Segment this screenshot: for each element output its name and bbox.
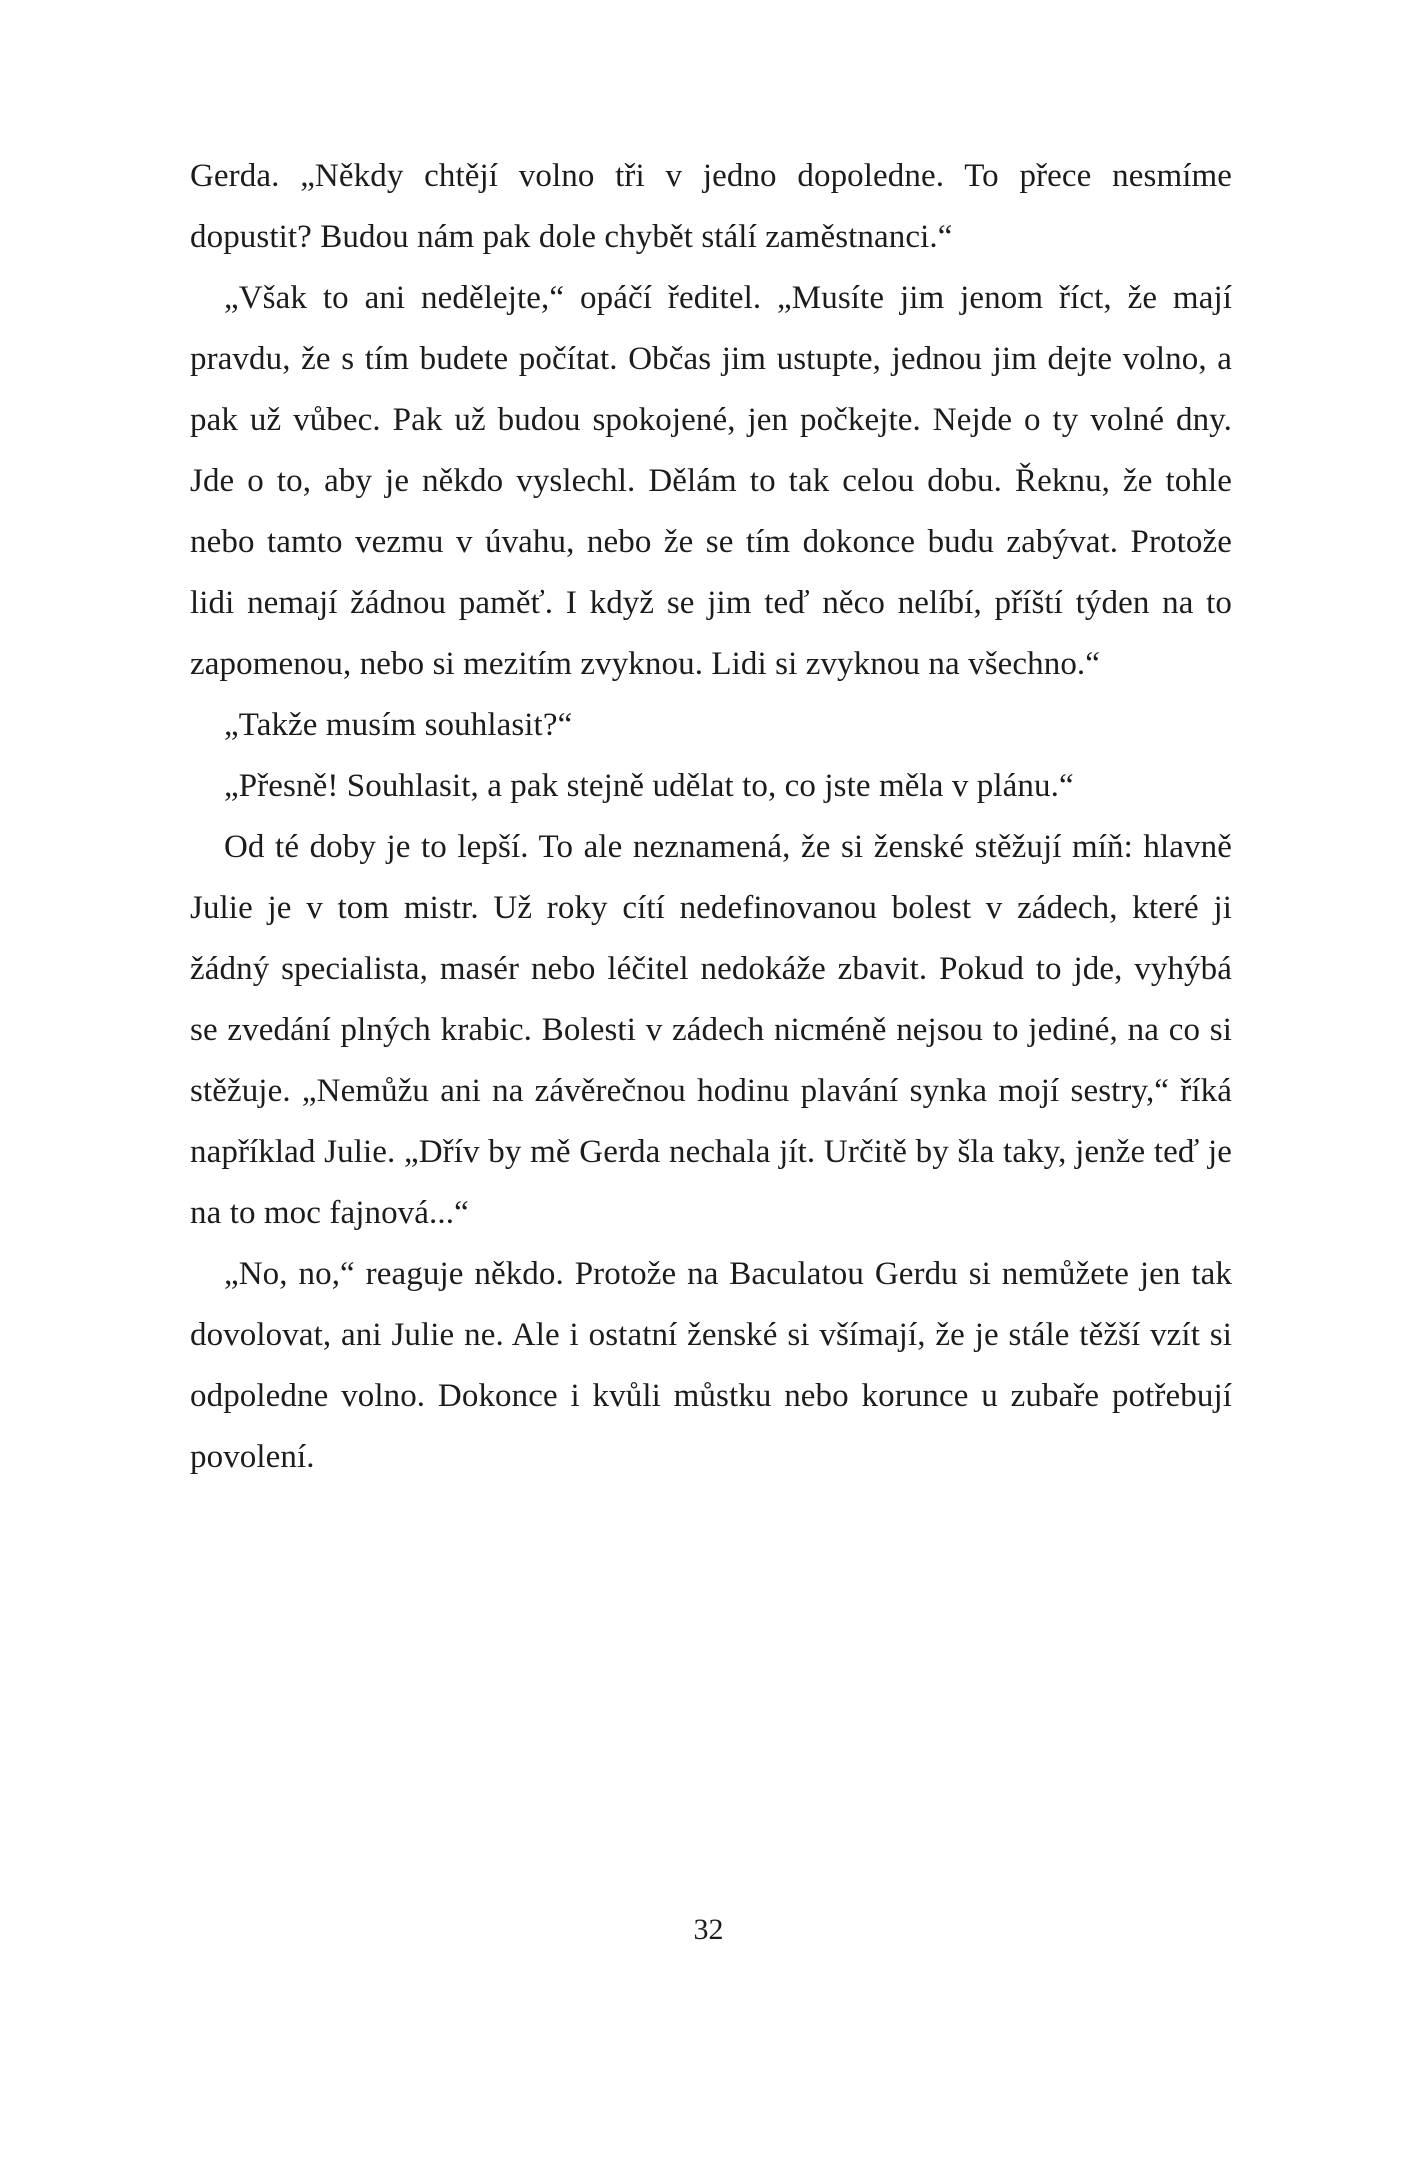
paragraph: „No, no,“ reaguje někdo. Protože na Baculatou Gerdu si nemůžete jen tak dovolovat, ani Julie ne. Ale i ostatní ženské si všímají, že je stále těžší vzít si odpoledne volno. Dokonce i kvůli můstku nebo korunce u zubaře potřebují povolení. <box>190 1256 1232 1475</box>
paragraph: „Však to ani nedělejte,“ opáčí ředitel. „Musíte jim jenom říct, že mají pravdu, že s tím budete počítat. Občas jim ustupte, jednou jim dejte volno, a pak už vůbec. Pak už budou spokojené, jen počkejte. Nejde o ty volné dny. Jde o to, aby je někdo vyslechl. Dělám to tak celou dobu. Řeknu, že tohle nebo tamto vezmu v úvahu, nebo že se tím dokonce budu zabývat. Protože lidi nemají žádnou paměť. I když se jim teď něco nelíbí, příští týden na to zapomenou, nebo si mezitím zvyknou. Lidi si zvyknou na všechno.“ <box>190 280 1232 682</box>
paragraph: „Takže musím souhlasit?“ <box>224 707 573 743</box>
page-number: 32 <box>693 1913 724 1946</box>
page-text-block <box>190 146 1232 1488</box>
paragraph: Gerda. „Někdy chtějí volno tři v jedno dopoledne. To přece nesmíme dopustit? Budou nám pak dole chybět stálí zaměstnanci.“ <box>190 158 1232 255</box>
paragraph: Od té doby je to lepší. To ale neznamená, že si ženské stěžují míň: hlavně Julie je v tom mistr. Už roky cítí nedefinovanou bolest v zádech, které ji žádný specialista, masér nebo léčitel nedokáže zbavit. Pokud to jde, vyhýbá se zvedání plných krabic. Bolesti v zádech nicméně nejsou to jediné, na co si stěžuje. „Nemůžu ani na závěrečnou hodinu plavání synka mojí sestry,“ říká například Julie. „Dřív by mě Gerda nechala jít. Určitě by šla taky, jenže teď je na to moc fajnová...“ <box>190 829 1232 1231</box>
paragraph: „Přesně! Souhlasit, a pak stejně udělat to, co jste měla v plánu.“ <box>224 768 1074 804</box>
